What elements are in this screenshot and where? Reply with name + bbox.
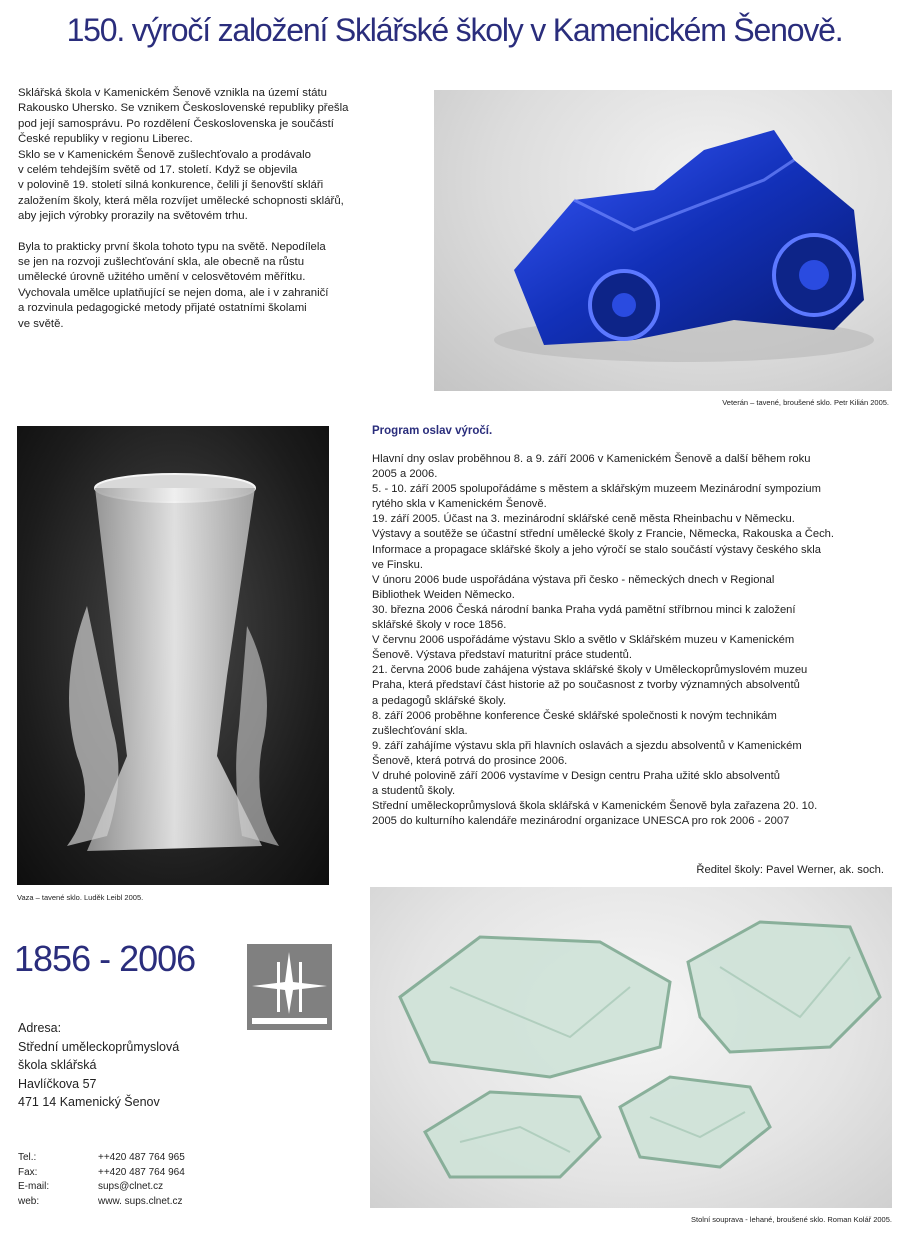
contact-row-fax xyxy=(18,1166,185,1181)
intro-paragraph-1: Sklářská škola v Kamenickém Šenově vznikla na území státu Rakousko Uhersko. Se vznikem Československé republiky přešla pod její samosprávu. Po rozdělení Československa je součástí České republiky v regionu Liberec. Sklo se v Kamenickém Šenově zušlechťovalo a prodávalo v celém tehdejším světě od 17. století. Když se objevila v polovině 19. století silná konkurence, čelili jí šenovští skláři založením školy, která měla rozvíjet umělecké schopnosti sklářů, aby jejich výrobky prorazily na světovém trhu. xyxy=(18,87,349,223)
contact-label: Fax: xyxy=(18,1166,38,1178)
director-signature: Ředitel školy: Pavel Werner, ak. soch. xyxy=(696,864,884,876)
address-line: Střední uměleckoprůmyslová xyxy=(18,1039,180,1054)
intro-paragraph-2: Byla to prakticky první škola tohoto typu na světě. Nepodílela se jen na rozvoji zušlechťování skla, ale obecně na růstu umělecké úrovně užitého umění v celosvětovém měřítku. Vychovala umělce uplatňující se nejen doma, ale i v zahraničí a rozvinula pedagogické metody přijaté ostatními školami ve světě. xyxy=(18,240,329,330)
address-line: škola sklářská xyxy=(18,1058,97,1072)
address-line: Havlíčkova 57 xyxy=(18,1076,97,1091)
program-item: Informace a propagace sklářské školy a jeho výročí se stalo součástí výstavy českého skla ve Finsku. xyxy=(372,543,821,571)
contact-block xyxy=(18,1151,185,1209)
program-item: Hlavní dny oslav proběhnou 8. a 9. září 2006 v Kamenickém Šenově a další během roku 2005 a 2006. xyxy=(372,453,811,481)
program-item: 5. - 10. září 2005 spolupořádáme s městem a sklářským muzeem Mezinárodní sympozium rytého skla v Kamenickém Šenově. xyxy=(372,483,821,511)
program-item: 21. června 2006 bude zahájena výstava sklářské školy v Uměleckoprůmyslovém muzeu Praha, která představí část historie až po současnost z tvorby významných absolventů a pedagogů sklářské školy. xyxy=(372,664,808,707)
program-item: 30. března 2006 Česká národní banka Praha vydá pamětní stříbrnou minci k založení sklářské školy v roce 1856. xyxy=(372,603,796,632)
vase-caption: Vaza – tavené sklo. Luděk Leibl 2005. xyxy=(17,893,144,902)
program-item: 9. září zahájíme výstavu skla při hlavních oslavách a sjezdu absolventů v Kamenickém Šenově, která potrvá do prosince 2006. xyxy=(372,739,802,767)
bowls-photo xyxy=(370,887,892,1208)
large-bowl-left xyxy=(400,937,670,1077)
program-item: 19. září 2005. Účast na 3. mezinárodní sklářské ceně města Rheinbachu v Německu. xyxy=(372,513,795,526)
program-item: Střední uměleckoprůmyslová škola sklářská v Kamenickém Šenově byla zařazena 20. 10. 2005 do kulturního kalendáře mezinárodní organizace UNESCA pro rok 2006 - 2007 xyxy=(372,800,818,828)
small-bowl-left xyxy=(425,1092,600,1177)
contact-value: ++420 487 764 965 xyxy=(98,1152,185,1163)
program-item: Výstavy a soutěže se účastní střední umělecké školy z Francie, Německa, Rakouska a Čech. xyxy=(372,528,834,541)
contact-label: Tel.: xyxy=(18,1152,37,1163)
contact-label: web: xyxy=(18,1195,40,1207)
email-link[interactable]: sups@clnet.cz xyxy=(98,1181,164,1193)
program-list xyxy=(372,452,892,829)
large-bowl-right xyxy=(688,922,880,1052)
glass-star-logo-icon xyxy=(247,944,332,1030)
contact-row-web xyxy=(18,1195,185,1210)
program-item: V únoru 2006 bude uspořádána výstava při česko - německých dnech v Regional Bibliothek Weiden Německo. xyxy=(372,573,775,601)
school-logo xyxy=(247,944,332,1030)
web-link[interactable]: www. sups.clnet.cz xyxy=(98,1195,183,1207)
program-title: Program oslav výročí. xyxy=(372,425,493,437)
contact-row-tel xyxy=(18,1151,185,1166)
program-item: V červnu 2006 uspořádáme výstavu Sklo a světlo v Sklářském muzeu v Kamenickém Šenově. Výstava představí maturitní práce studentů. xyxy=(372,634,795,662)
intro-text xyxy=(18,86,398,347)
address-line: Adresa: xyxy=(18,1021,62,1035)
glass-car-sculpture xyxy=(434,90,892,391)
program-item: V druhé polovině září 2006 vystavíme v Design centru Praha užité sklo absolventů a studentů školy. xyxy=(372,769,780,798)
bowls-caption: Stolní souprava - lehané, broušené sklo. Roman Kolář 2005. xyxy=(691,1215,892,1224)
glass-vase xyxy=(17,426,329,885)
car-photo xyxy=(434,90,892,391)
contact-row-email xyxy=(18,1180,185,1195)
car-caption: Veterán – tavené, broušené sklo. Petr Kilián 2005. xyxy=(722,398,889,407)
years-heading: 1856 - 2006 xyxy=(14,938,196,979)
contact-label: E-mail: xyxy=(18,1181,50,1193)
address-line: 471 14 Kamenický Šenov xyxy=(18,1095,160,1109)
address-block xyxy=(18,1019,179,1112)
glass-bowls-set xyxy=(370,887,892,1208)
contact-value: ++420 487 764 964 xyxy=(98,1166,185,1178)
vase-photo xyxy=(17,426,329,885)
program-item: 8. září 2006 proběhne konference České sklářské společnosti k novým technikám zušlechťování skla. xyxy=(372,709,777,737)
page-title: 150. výročí založení Sklářské školy v Kamenickém Šenově. xyxy=(66,12,843,48)
small-bowl-right xyxy=(620,1077,770,1167)
